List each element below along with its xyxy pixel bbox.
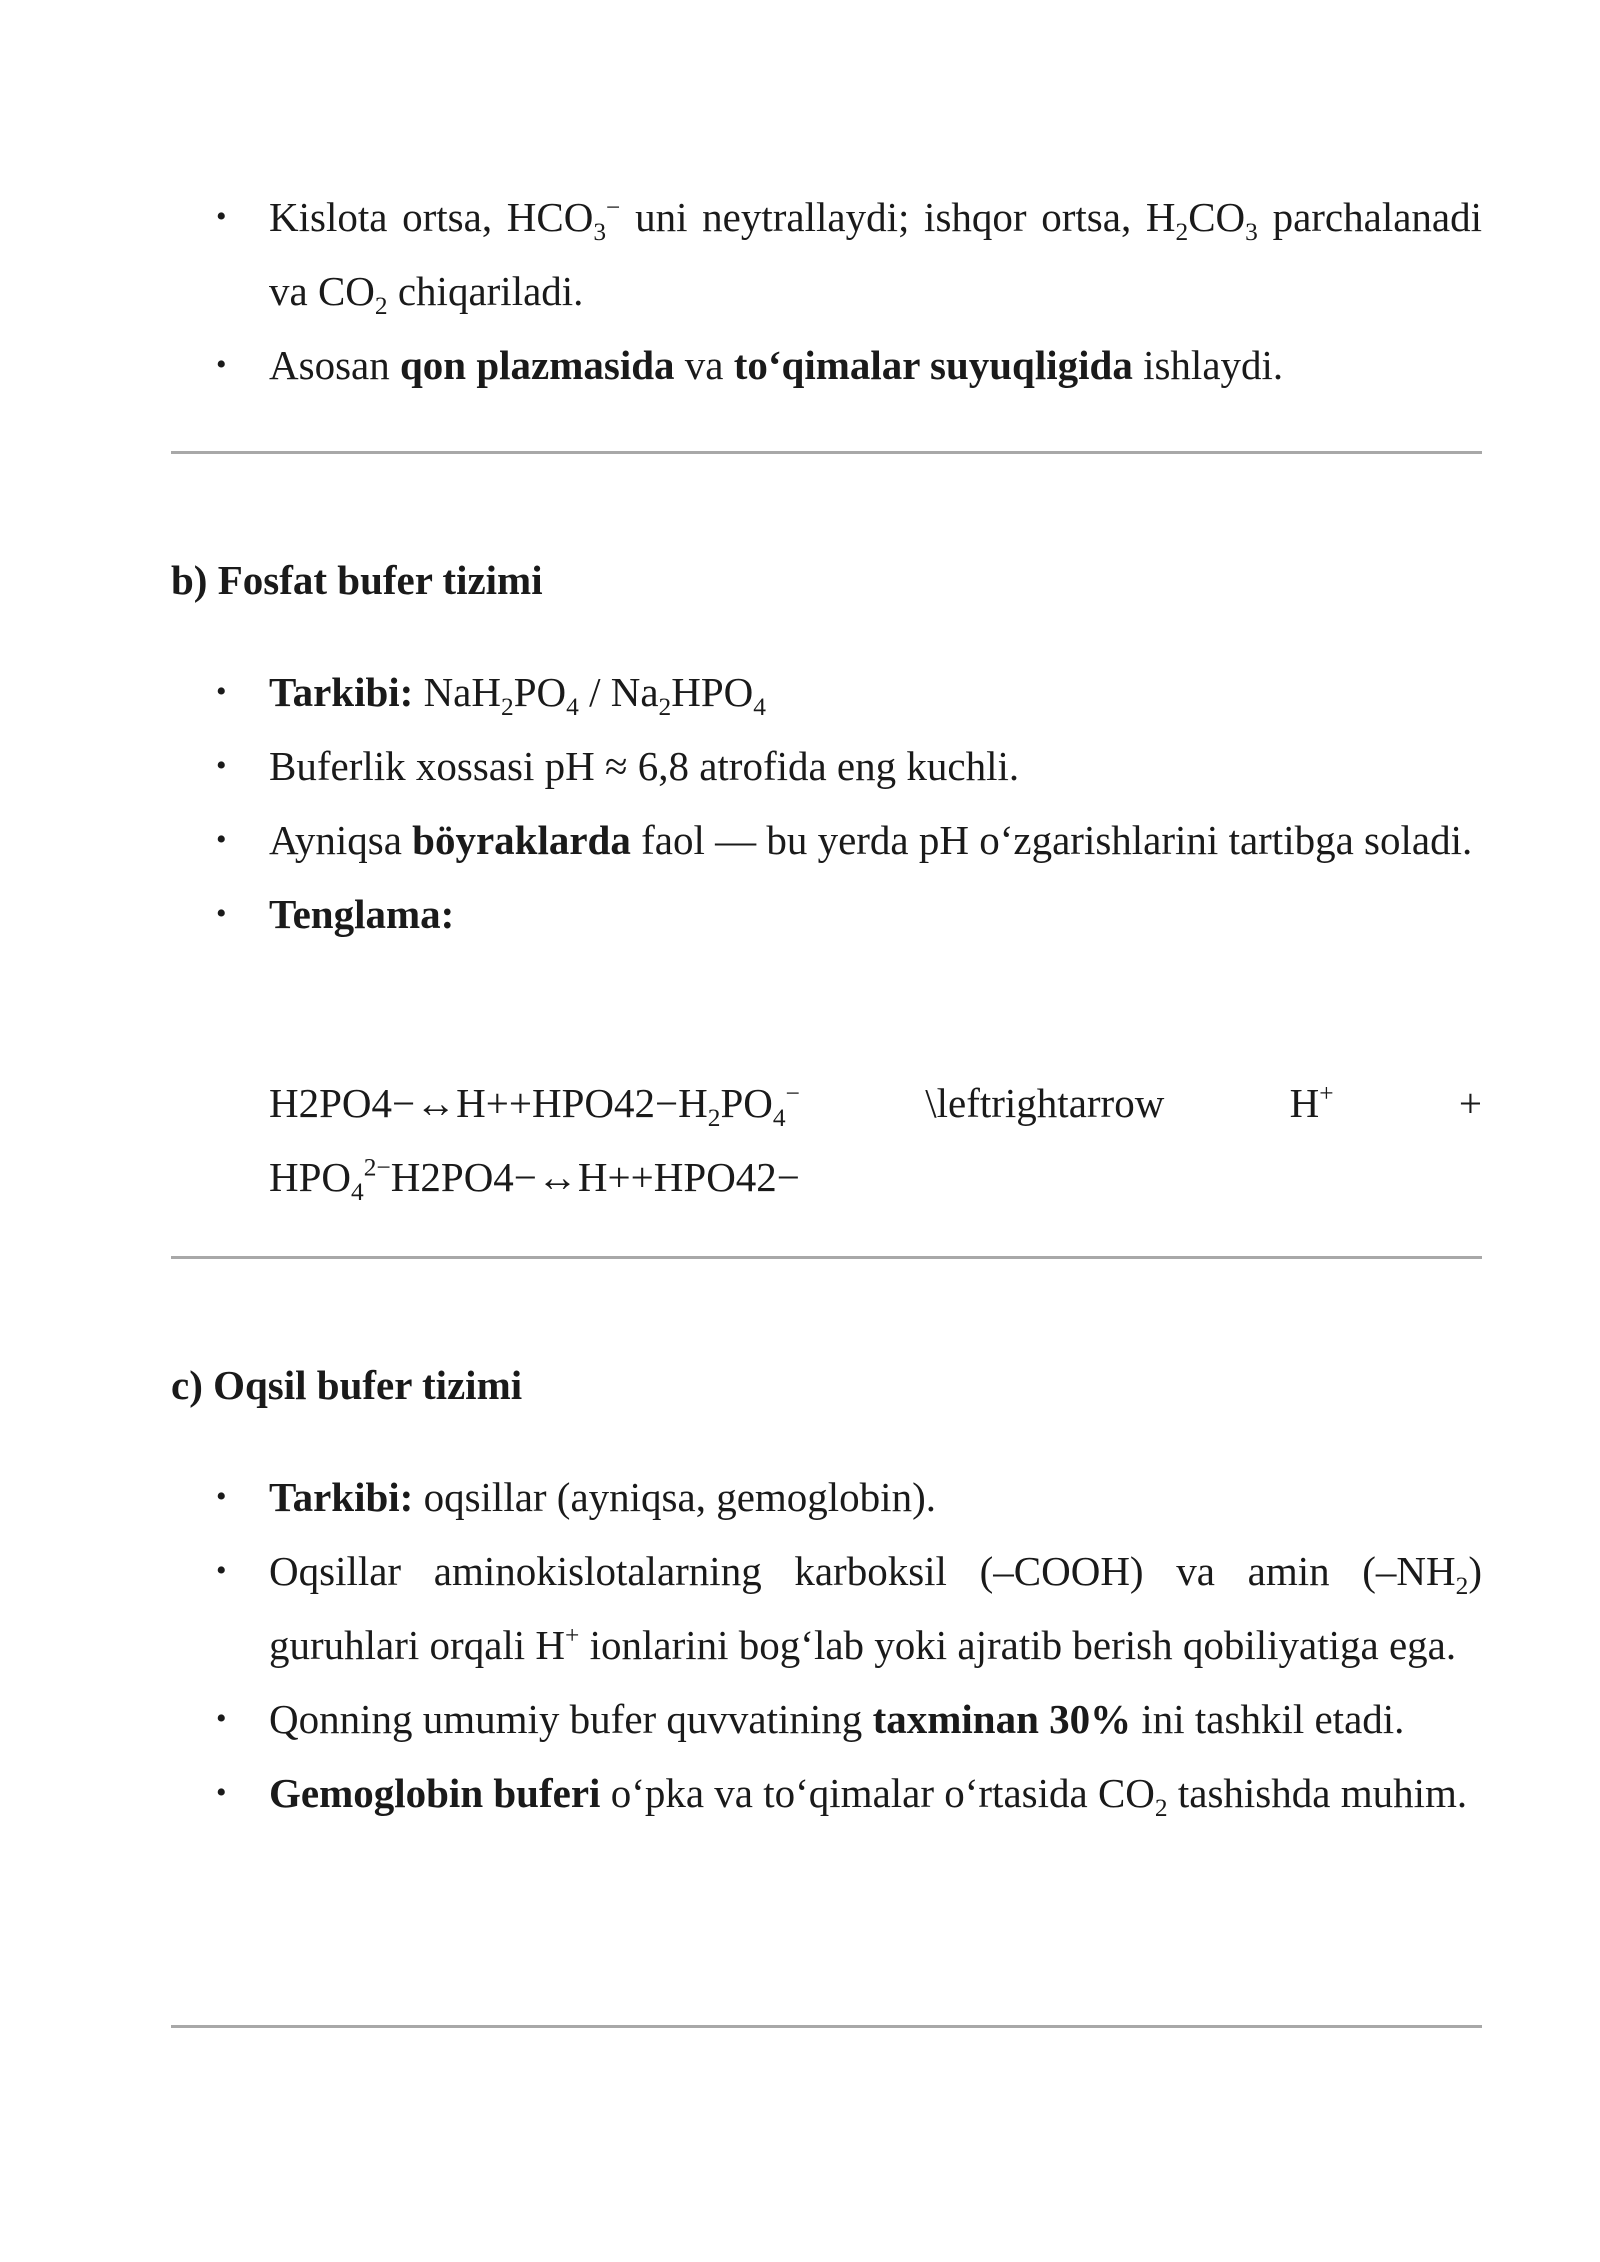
list-item-a2 [171,328,1482,402]
subscript: 4 [753,692,766,721]
text-run: tashishda muhim. [1167,1770,1468,1816]
text-run: ) guruhlari orqali H [269,1548,1482,1668]
subscript: 2 [501,692,514,721]
section-b-list [171,655,1482,951]
list-item-b3 [171,803,1482,877]
subscript: 2 [707,1103,721,1132]
text-run: Ayniqsa [269,817,413,863]
subscript: 3 [1245,217,1258,246]
list-item-c2 [171,1534,1482,1682]
subscript: 2 [374,291,388,320]
list-item-b4 [171,877,1482,951]
text-run: parchalanadi va CO [269,194,1482,314]
equation-phosphate [269,1066,1482,1214]
heading-oqsil: c) Oqsil bufer tizimi [171,1362,523,1408]
list-item-c1 [171,1460,1482,1534]
text-run: Kislota ortsa, HCO [269,194,594,240]
text-run: ini tashkil etadi. [1131,1696,1405,1742]
subscript: 4 [566,692,579,721]
bullet-list-c [171,1460,1482,1830]
bold-text: böyraklarda [412,817,631,863]
text-run: HPO [671,669,754,715]
bold-text: to‘qimalar suyuqligida [733,342,1133,388]
superscript: − [785,1079,800,1108]
text-run: NaH [413,669,501,715]
text-run: \leftrightarrow H [799,1080,1320,1126]
subscript: 4 [772,1103,786,1132]
subscript: 2 [1154,1793,1168,1822]
subscript: 2 [1175,217,1189,246]
divider-1 [171,451,1482,454]
text-run: Asosan [269,342,400,388]
subscript: 2 [1455,1571,1469,1600]
list-item-c3 [171,1682,1482,1756]
superscript: + [565,1621,580,1650]
text-run: H2PO4−↔H++HPO42− [390,1154,800,1200]
text-run: ishlaydi. [1132,342,1284,388]
bold-text: Tenglama: [269,891,455,937]
subscript: 3 [593,217,607,246]
list-item-b2 [171,729,1482,803]
text-run: oqsillar (ayniqsa, gemoglobin). [413,1474,936,1520]
text-run: va [674,342,734,388]
text-run: o‘pka va to‘qimalar o‘rtasida CO [600,1770,1155,1816]
superscript: − [606,193,621,222]
list-item-b1 [171,655,1482,729]
text-run: / Na [578,669,659,715]
bold-text: taxminan 30% [872,1696,1132,1742]
bold-text: Tarkibi: [269,1474,414,1520]
text-run: uni neytrallaydi; ishqor ortsa, H [620,194,1176,240]
superscript: + [1319,1079,1334,1108]
text-run: ionlarini bog‘lab yoki ajratib berish qobiliyatiga ega. [579,1622,1457,1668]
section-a-tail [171,180,1482,402]
list-item-a1 [171,180,1482,328]
divider-3 [171,2025,1482,2028]
superscript: 2− [363,1153,391,1182]
heading-fosfat: b) Fosfat bufer tizimi [171,557,543,603]
divider-2 [171,1256,1482,1259]
bold-text: Tarkibi: [269,669,414,715]
section-c-list [171,1460,1482,1830]
text-run: + HPO [269,1080,1482,1200]
bullet-list-a [171,180,1482,402]
text-run: CO [1188,194,1246,240]
text-run: Buferlik xossasi pH ≈ 6,8 atrofida eng kuchli. [269,743,1020,789]
subscript: 4 [351,1177,364,1206]
text-run: PO [513,669,567,715]
bullet-list-b [171,655,1482,951]
text-run: PO [720,1080,773,1126]
text-run: faol — bu yerda pH o‘zgarishlarini tartibga soladi. [630,817,1473,863]
text-run: chiqariladi. [387,268,584,314]
bold-text: Gemoglobin buferi [269,1770,601,1816]
bold-text: qon plazmasida [399,342,675,388]
subscript: 2 [658,692,672,721]
text-run: Oqsillar aminokislotalarning karboksil (–COOH) va amin (–NH [269,1548,1456,1594]
text-run: H2PO4−↔H++HPO42−H [269,1080,708,1126]
text-run: Qonning umumiy bufer quvvatining [269,1696,873,1742]
list-item-c4 [171,1756,1482,1830]
